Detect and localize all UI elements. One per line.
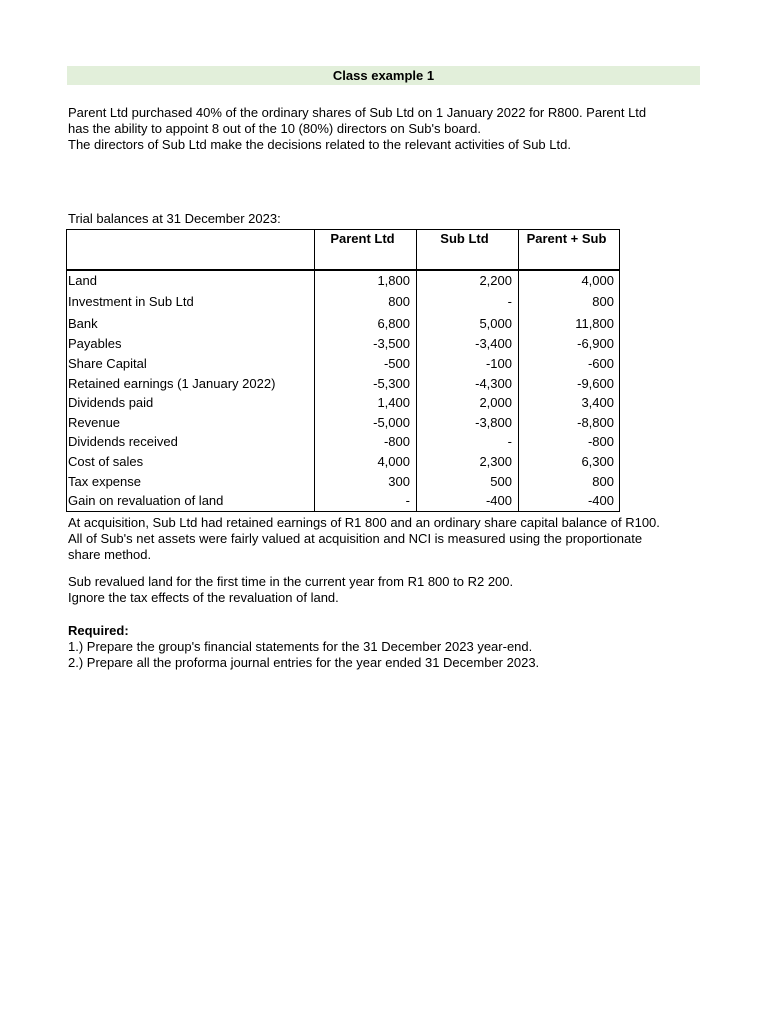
acquisition-paragraph <box>68 515 708 563</box>
table-row <box>67 270 620 290</box>
revaluation-line: Ignore the tax effects of the revaluation of land. <box>68 590 339 605</box>
row-parent-value: - <box>315 491 417 511</box>
acquisition-line: At acquisition, Sub Ltd had retained earnings of R1 800 and an ordinary share capital balance of R100. <box>68 515 660 530</box>
header-parent: Parent Ltd <box>315 230 417 271</box>
row-sub-value: 5,000 <box>417 313 519 334</box>
revaluation-paragraph <box>68 574 708 606</box>
acquisition-line: share method. <box>68 547 152 562</box>
table-row <box>67 353 620 373</box>
row-label: Bank <box>67 313 315 334</box>
table-row <box>67 290 620 313</box>
row-sub-value: 2,200 <box>417 270 519 290</box>
table-row <box>67 393 620 412</box>
row-parent-value: -5,000 <box>315 412 417 432</box>
row-total-value: 4,000 <box>519 270 620 290</box>
row-label: Dividends received <box>67 432 315 451</box>
row-label: Tax expense <box>67 472 315 491</box>
header-label-cell <box>67 230 315 271</box>
table-row <box>67 313 620 334</box>
row-total-value: -9,600 <box>519 373 620 393</box>
acquisition-line: All of Sub's net assets were fairly valued at acquisition and NCI is measured using the proportionate <box>68 531 643 546</box>
revaluation-line: Sub revalued land for the first time in the current year from R1 800 to R2 200. <box>68 574 514 589</box>
row-sub-value: -3,800 <box>417 412 519 432</box>
intro-line: Parent Ltd purchased 40% of the ordinary shares of Sub Ltd on 1 January 2022 for R800. Parent Ltd <box>68 105 647 120</box>
row-sub-value: -4,300 <box>417 373 519 393</box>
row-total-value: 11,800 <box>519 313 620 334</box>
row-label: Dividends paid <box>67 393 315 412</box>
intro-line: The directors of Sub Ltd make the decisions related to the relevant activities of Sub Ltd. <box>68 137 571 152</box>
table-row <box>67 451 620 472</box>
row-parent-value: 800 <box>315 290 417 313</box>
row-label: Gain on revaluation of land <box>67 491 315 511</box>
row-label: Retained earnings (1 January 2022) <box>67 373 315 393</box>
table-row <box>67 432 620 451</box>
row-parent-value: -800 <box>315 432 417 451</box>
row-total-value: -600 <box>519 353 620 373</box>
required-item: 1.) Prepare the group's financial statements for the 31 December 2023 year-end. <box>68 639 533 654</box>
row-parent-value: 1,800 <box>315 270 417 290</box>
trial-balance-label: Trial balances at 31 December 2023: <box>68 211 281 226</box>
row-label: Land <box>67 270 315 290</box>
row-sub-value: - <box>417 432 519 451</box>
table-row <box>67 373 620 393</box>
row-total-value: -400 <box>519 491 620 511</box>
row-parent-value: 6,800 <box>315 313 417 334</box>
row-label: Revenue <box>67 412 315 432</box>
table-row <box>67 412 620 432</box>
row-total-value: 6,300 <box>519 451 620 472</box>
trial-balance-body <box>67 270 620 511</box>
row-parent-value: -5,300 <box>315 373 417 393</box>
trial-balance-table <box>66 229 620 512</box>
table-row <box>67 334 620 353</box>
required-section <box>68 623 708 671</box>
row-total-value: -800 <box>519 432 620 451</box>
row-sub-value: 2,000 <box>417 393 519 412</box>
header-total: Parent + Sub <box>519 230 620 271</box>
page-title: Class example 1 <box>67 66 700 85</box>
row-label: Cost of sales <box>67 451 315 472</box>
intro-line: has the ability to appoint 8 out of the 10 (80%) directors on Sub's board. <box>68 121 481 136</box>
row-label: Payables <box>67 334 315 353</box>
row-sub-value: 2,300 <box>417 451 519 472</box>
row-parent-value: 1,400 <box>315 393 417 412</box>
row-sub-value: - <box>417 290 519 313</box>
row-label: Share Capital <box>67 353 315 373</box>
row-total-value: 800 <box>519 472 620 491</box>
table-row <box>67 472 620 491</box>
table-header-row <box>67 230 620 271</box>
row-total-value: -8,800 <box>519 412 620 432</box>
row-sub-value: -3,400 <box>417 334 519 353</box>
row-sub-value: -100 <box>417 353 519 373</box>
required-item: 2.) Prepare all the proforma journal entries for the year ended 31 December 2023. <box>68 655 540 670</box>
required-heading: Required: <box>68 623 129 638</box>
row-sub-value: 500 <box>417 472 519 491</box>
row-parent-value: 4,000 <box>315 451 417 472</box>
row-parent-value: -3,500 <box>315 334 417 353</box>
intro-paragraph <box>68 105 708 153</box>
row-total-value: -6,900 <box>519 334 620 353</box>
row-total-value: 800 <box>519 290 620 313</box>
row-label: Investment in Sub Ltd <box>67 290 315 313</box>
row-total-value: 3,400 <box>519 393 620 412</box>
header-sub: Sub Ltd <box>417 230 519 271</box>
row-parent-value: -500 <box>315 353 417 373</box>
row-sub-value: -400 <box>417 491 519 511</box>
table-row <box>67 491 620 511</box>
row-parent-value: 300 <box>315 472 417 491</box>
